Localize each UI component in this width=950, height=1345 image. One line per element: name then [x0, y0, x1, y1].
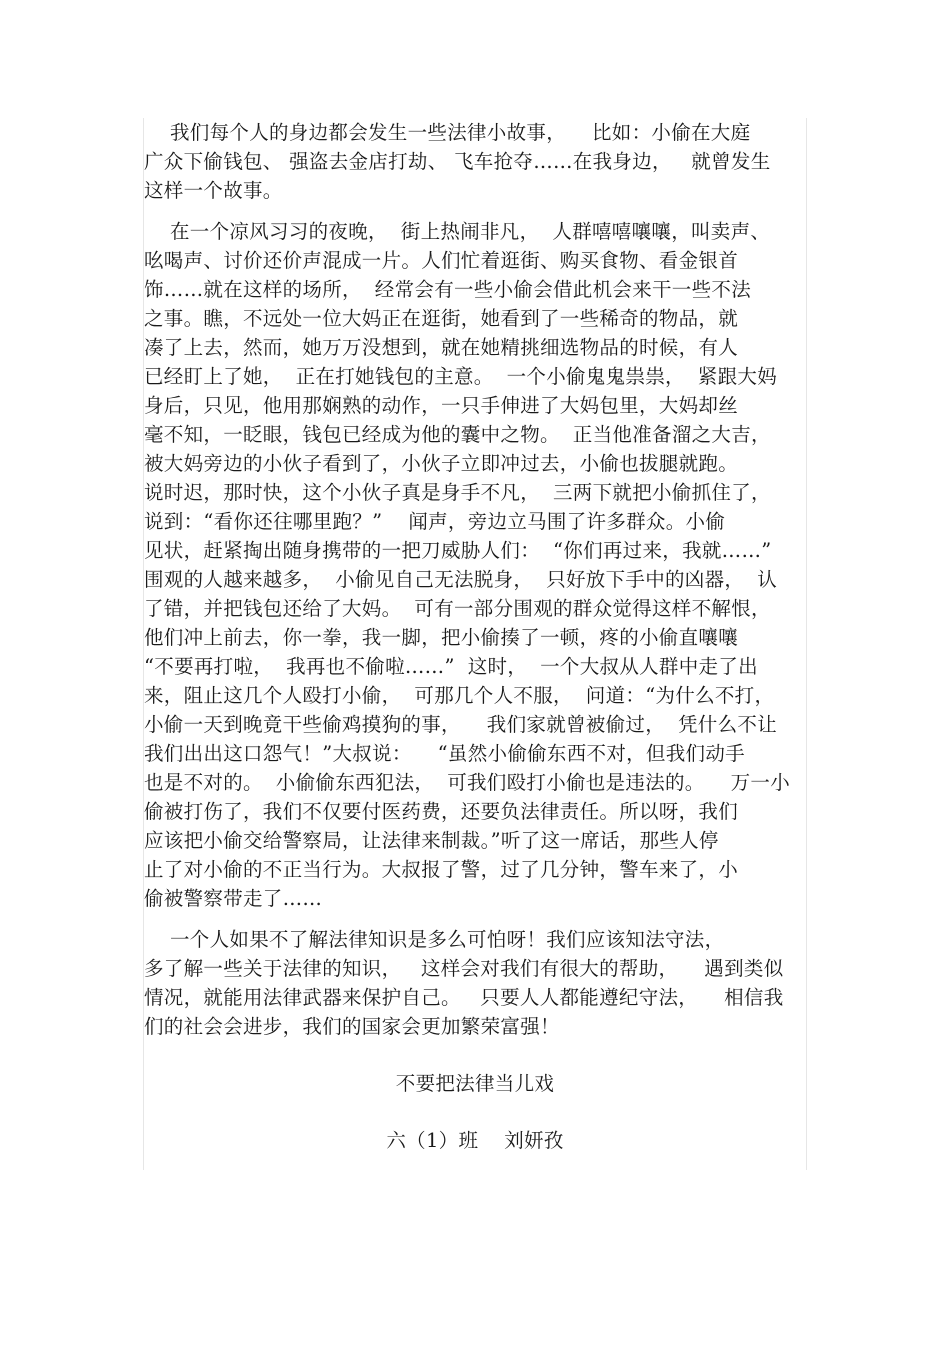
text-line: 广众下偷钱包、 强盗去金店打劫、 飞车抢夺……在我身边， 就曾发生 [144, 150, 771, 173]
essay-title: 不要把法律当儿戏 [395, 1072, 555, 1095]
text-line: 在一个凉风习习的夜晚， 街上热闹非凡， 人群嘻嘻嚷嚷，叫卖声、 [144, 220, 771, 243]
author-byline: 六（1）班 刘妍孜 [386, 1129, 564, 1152]
text-line: 吆喝声、讨价还价声混成一片。人们忙着逛街、购买食物、看金银首 [144, 249, 739, 272]
paragraph-2 [144, 217, 806, 913]
text-line: 身后，只见，他用那娴熟的动作，一只手伸进了大妈包里，大妈却丝 [144, 394, 739, 417]
text-line: 了错，并把钱包还给了大妈。 可有一部分围观的群众觉得这样不解恨， [144, 597, 771, 620]
text-line: 小偷一天到晚竟干些偷鸡摸狗的事， 我们家就曾被偷过， 凭什么不让 [144, 713, 777, 736]
text-line: 来，阻止这几个人殴打小偷， 可那几个人不服， 问道：“为什么不打， [144, 684, 775, 707]
text-line: 偷被警察带走了…… [144, 887, 323, 910]
text-line: 之事。瞧，不远处一位大妈正在逛街，她看到了一些稀奇的物品，就 [144, 307, 739, 330]
text-line: 饰……就在这样的场所， 经常会有一些小偷会借此机会来干一些不法 [144, 278, 751, 301]
text-line: “不要再打啦， 我再也不偷啦……” 这时， 一个大叔从人群中走了出 [144, 655, 758, 678]
text-line: 这样一个故事。 [144, 179, 283, 202]
text-line: 偷被打伤了，我们不仅要付医药费，还要负法律责任。所以呀，我们 [144, 800, 739, 823]
text-line: 我们每个人的身边都会发生一些法律小故事， 比如：小偷在大庭 [144, 121, 751, 144]
text-line: 止了对小偷的不正当行为。大叔报了警，过了几分钟，警车来了，小 [144, 858, 739, 881]
text-line: 应该把小偷交给警察局，让法律来制裁。”听了这一席话，那些人停 [144, 829, 719, 852]
text-line: 围观的人越来越多， 小偷见自己无法脱身， 只好放下手中的凶器， 认 [144, 568, 777, 591]
text-line: 凑了上去，然而，她万万没想到，就在她精挑细选物品的时候，有人 [144, 336, 739, 359]
text-line: 毫不知，一眨眼，钱包已经成为他的囊中之物。 正当他准备溜之大吉， [144, 423, 771, 446]
text-line: 多了解一些关于法律的知识， 这样会对我们有很大的帮助， 遇到类似 [144, 957, 784, 980]
text-line: 们的社会会进步，我们的国家会更加繁荣富强！ [144, 1015, 560, 1038]
text-line: 他们冲上前去，你一拳，我一脚，把小偷揍了一顿，疼的小偷直嚷嚷 [144, 626, 739, 649]
text-line: 说到：“看你还往哪里跑？” 闻声，旁边立马围了许多群众。小偷 [144, 510, 726, 533]
right-border-line [806, 118, 807, 1170]
text-line: 已经盯上了她， 正在打她钱包的主意。 一个小偷鬼鬼祟祟， 紧跟大妈 [144, 365, 777, 388]
paragraph-3 [144, 925, 806, 1041]
text-line: 我们出出这口怨气！”大叔说： “虽然小偷偷东西不对，但我们动手 [144, 742, 745, 765]
text-line: 被大妈旁边的小伙子看到了，小伙子立即冲过去，小偷也拔腿就跑。 [144, 452, 739, 475]
text-line: 一个人如果不了解法律知识是多么可怕呀！我们应该知法守法， [144, 928, 725, 951]
text-line: 情况，就能用法律武器来保护自己。 只要人人都能遵纪守法， 相信我 [144, 986, 784, 1009]
text-line: 见状，赶紧掏出随身携带的一把刀威胁人们： “你们再过来，我就……” [144, 539, 772, 562]
text-line: 也是不对的。 小偷偷东西犯法， 可我们殴打小偷也是违法的。 万一小 [144, 771, 790, 794]
paragraph-1 [144, 118, 806, 205]
text-line: 说时迟，那时快，这个小伙子真是身手不凡， 三两下就把小偷抓住了， [144, 481, 771, 504]
document-body [144, 118, 806, 1155]
